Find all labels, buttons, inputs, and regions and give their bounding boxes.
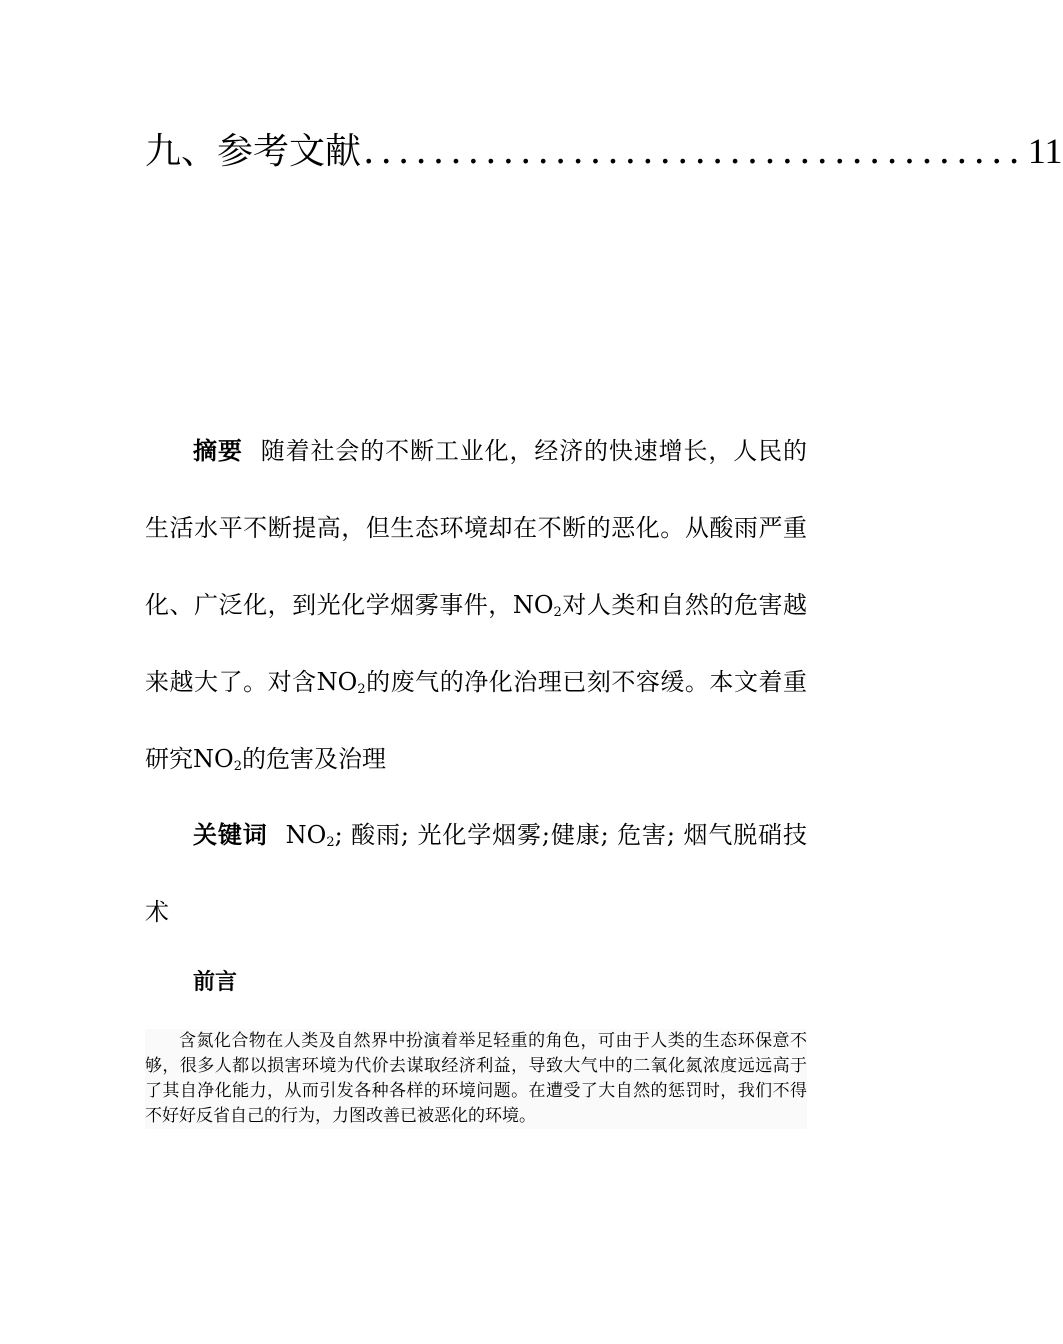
abstract-text-3: 的废气的净化治理已刻不容缓。本文着重研究NO bbox=[145, 668, 807, 773]
keywords-paragraph bbox=[145, 797, 807, 951]
abstract-text-1: 随着社会的不断工业化，经济的快速增长，人民的生活水平不断提高，但生态环境却在不断的恶化。从酸雨严重化、广泛化，到光化学烟雾事件，NO bbox=[145, 437, 808, 619]
keywords-text: ; 酸雨; 光化学烟雾;健康; 危害; 烟气脱硝技术 bbox=[145, 821, 807, 926]
toc-page-number: 11 bbox=[1027, 131, 1063, 171]
intro-paragraph: 含氮化合物在人类及自然界中扮演着举足轻重的角色，可由于人类的生态环保意不够，很多人都以损害环境为代价去谋取经济利益，导致大气中的二氧化氮浓度远远高于了其自净化能力，从而引发各种各样的环境问题。在遭受了大自然的惩罚时，我们不得不好好反省自己的行为，力图改善已被恶化的环境。 bbox=[145, 1029, 807, 1129]
subscript-2: 2 bbox=[326, 835, 335, 850]
keyword-no: NO bbox=[285, 821, 327, 849]
abstract-text-4: 的危害及治理 bbox=[241, 745, 386, 773]
subscript-2: 2 bbox=[553, 605, 562, 620]
foreword-heading: 前言 bbox=[193, 970, 238, 995]
toc-entry-title: 九、参考文献 bbox=[145, 131, 362, 172]
abstract-text-2: 对人类和自然的危害越来越大了。对含NO bbox=[145, 591, 807, 696]
keywords-label: 关键词 bbox=[193, 821, 268, 849]
abstract-label: 摘要 bbox=[193, 437, 243, 465]
toc-leader-dots: ...................................... bbox=[363, 131, 1026, 172]
abstract-paragraph bbox=[145, 413, 807, 798]
subscript-2: 2 bbox=[233, 759, 242, 774]
toc-entry-references[interactable] bbox=[145, 126, 1063, 177]
subscript-2: 2 bbox=[357, 682, 366, 697]
